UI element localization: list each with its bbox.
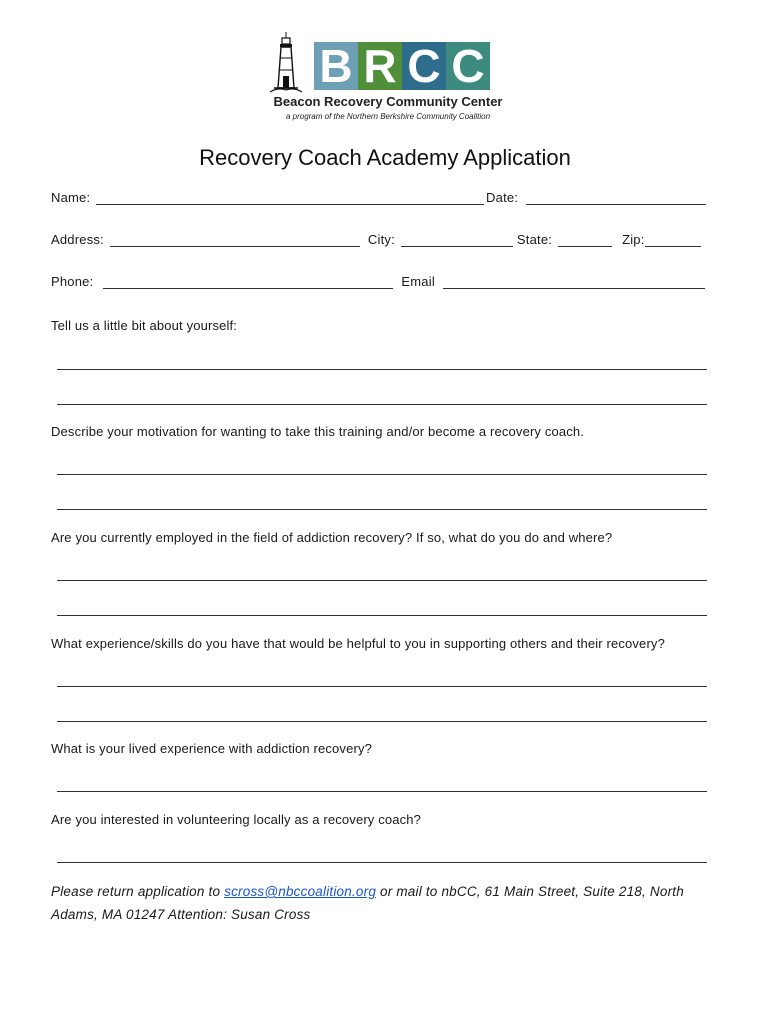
question-lived-experience: What is your lived experience with addiction recovery? — [51, 741, 372, 756]
logo-letter-b: B — [314, 42, 358, 90]
state-field[interactable] — [558, 234, 612, 247]
question-employment: Are you currently employed in the field of addiction recovery? If so, what do you do and where? — [51, 530, 613, 545]
answer-line[interactable] — [57, 509, 707, 510]
logo-letter-r: R — [358, 42, 402, 90]
address-row — [51, 232, 706, 247]
answer-line[interactable] — [57, 686, 707, 687]
lighthouse-icon — [256, 30, 302, 94]
name-date-row — [51, 190, 706, 205]
question-motivation: Describe your motivation for wanting to take this training and/or become a recovery coach. — [51, 424, 585, 439]
name-field[interactable] — [96, 192, 484, 205]
answer-line[interactable] — [57, 721, 707, 722]
phone-email-row — [51, 274, 706, 289]
address-label: Address: — [51, 232, 104, 247]
city-field[interactable] — [401, 234, 513, 247]
email-label: Email — [401, 274, 435, 289]
name-label: Name: — [51, 190, 91, 205]
question-about-yourself: Tell us a little bit about yourself: — [51, 318, 238, 333]
org-name: Beacon Recovery Community Center — [273, 94, 503, 109]
org-subtitle: a program of the Northern Berkshire Community Coalition — [285, 112, 491, 121]
zip-label: Zip: — [622, 232, 645, 247]
state-label: State: — [516, 232, 553, 247]
brcc-letter-tiles — [314, 42, 490, 90]
phone-field[interactable] — [103, 276, 393, 289]
logo-letter-c2: C — [446, 42, 490, 90]
footer-text-after: or mail to nbCC, 61 Main Street, Suite 218, North Adams, MA 01247 Attention: Susan Cross — [51, 884, 684, 922]
answer-line[interactable] — [57, 580, 707, 581]
answer-line[interactable] — [57, 404, 707, 405]
question-experience-skills: What experience/skills do you have that would be helpful to you in supporting others and their recovery? — [51, 636, 665, 651]
email-field[interactable] — [443, 276, 705, 289]
date-field[interactable] — [526, 192, 706, 205]
city-label: City: — [367, 232, 395, 247]
answer-line[interactable] — [57, 791, 707, 792]
contact-email-link[interactable]: scross@nbccoalition.org — [224, 884, 377, 899]
form-title: Recovery Coach Academy Application — [199, 145, 571, 170]
address-field[interactable] — [110, 234, 360, 247]
footer-text-before: Please return application to — [51, 884, 225, 899]
zip-field[interactable] — [645, 234, 701, 247]
answer-line[interactable] — [57, 862, 707, 863]
answer-line[interactable] — [57, 369, 707, 370]
date-label: Date: — [486, 190, 519, 205]
logo-letter-c1: C — [402, 42, 446, 90]
question-volunteering: Are you interested in volunteering locally as a recovery coach? — [51, 812, 422, 827]
return-instructions — [51, 880, 711, 926]
answer-line[interactable] — [57, 474, 707, 475]
phone-label: Phone: — [51, 274, 94, 289]
brcc-logo — [256, 30, 516, 125]
answer-line[interactable] — [57, 615, 707, 616]
